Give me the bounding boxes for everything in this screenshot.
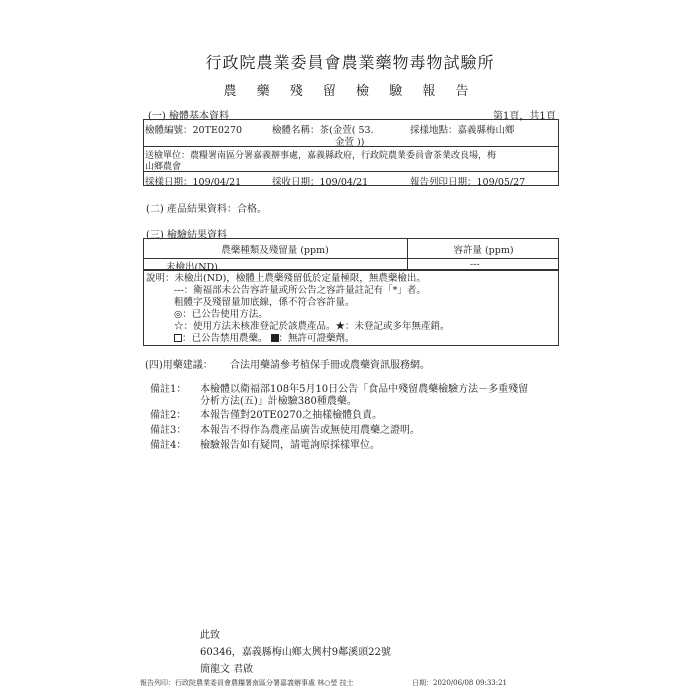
col-header-pesticide: 農藥種類及殘留量 (ppm): [221, 245, 329, 256]
result-cell: 未檢出(ND): [166, 262, 218, 273]
sender-cont: 山鄉農會: [145, 162, 182, 172]
sample-no-value: 20TE0270: [192, 125, 243, 136]
legend-unlicensed-text: ：無許可證藥劑。: [278, 333, 355, 344]
divider: [143, 171, 559, 172]
sample-no-label: 檢體編號：: [145, 125, 193, 136]
product-result: 合格。: [236, 204, 267, 215]
empty-square-icon: [174, 334, 182, 342]
remark-text: 本檢體以衛福部108年5月10日公告「食品中殘留農藥檢驗方法－多重殘留: [200, 384, 529, 395]
sampling-site-row: [410, 122, 515, 136]
sender-label: 送檢單位：: [145, 151, 191, 161]
section4-title: (四)用藥建議：: [145, 360, 213, 371]
sampling-site-label: 採樣地點：: [410, 125, 458, 136]
filled-square-icon: [271, 334, 279, 342]
col-header-tolerance: 容許量 (ppm): [453, 245, 514, 256]
receive-date-row: [272, 174, 368, 188]
page-info: 第1頁，共1頁: [493, 111, 556, 122]
recipient-address: 60346，嘉義縣梅山鄉太興村9鄰溪頭22號: [200, 647, 391, 658]
remark-text: 本報告僅對20TE0270之抽樣檢體負責。: [200, 410, 383, 421]
report-date-value: 109/05/27: [476, 177, 526, 188]
agency-title: 行政院農業委員會農業藥物毒物試驗所: [205, 53, 495, 72]
section2-title: (二) 產品結果資料：: [146, 204, 237, 215]
print-date: 日期：2020/06/08 09:33:21: [412, 679, 508, 687]
medication-advice: 合法用藥請參考植保手冊或農藥資訊服務網。: [230, 360, 430, 371]
section1-title: (一) 檢體基本資料: [148, 111, 229, 122]
remark-label: 備註4：: [150, 440, 187, 451]
tolerance-cell: ---: [470, 259, 480, 270]
legend-line-announced: ◎：已公告使用方法。: [174, 309, 268, 320]
sample-no-row: [145, 122, 242, 136]
legend-banned-text: ：已公告禁用農藥。: [182, 333, 268, 344]
sample-name-cont: 金萱 )): [335, 137, 365, 148]
receive-date-value: 109/04/21: [319, 177, 369, 188]
remark-label: 備註3：: [150, 425, 187, 436]
remark-text-cont: 分析方法(五)」計檢驗380種農藥。: [200, 396, 357, 407]
sampling-date-value: 109/04/21: [192, 177, 242, 188]
sender-value: 農糧署南區分署嘉義辦事處，嘉義縣政府，行政院農業委員會茶業改良場，梅: [190, 151, 497, 161]
legend-line-banned: [174, 332, 355, 345]
sample-name-value: 茶(金萱( 53.: [319, 125, 374, 136]
sampling-date-label: 採樣日期：: [145, 177, 193, 188]
sampling-date-row: [145, 174, 241, 188]
remark-text: 檢驗報告如有疑問，請電詢原採樣單位。: [200, 440, 380, 451]
legend-line-nd: 說明：未檢出(ND)，檢體上農藥殘留低於定量極限，無農藥檢出。: [146, 273, 426, 284]
sample-name-label: 檢體名稱：: [272, 125, 320, 136]
salutation: 此致: [200, 630, 220, 641]
receive-date-label: 採收日期：: [272, 177, 320, 188]
print-info: 報告列印：行政院農業委員會農糧署南區分署嘉義辦事處 林○瑩 技士: [140, 679, 354, 687]
report-date-label: 報告列印日期：: [410, 177, 477, 188]
legend-line-dash: ---：衛福部未公告容許量或所公告之容許量註記有「*」者。: [174, 285, 426, 296]
section3-title: (三) 檢驗結果資料: [146, 230, 227, 241]
remark-label: 備註1：: [150, 384, 187, 395]
remark-text: 本報告不得作為農產品廣告或無使用農藥之證明。: [200, 425, 420, 436]
sampling-site-value: 嘉義縣梅山鄉: [457, 125, 515, 136]
sender-row: [145, 148, 496, 161]
legend-solid-star: ★：未登記或多年無產銷。: [335, 321, 450, 332]
report-title: 農 藥 殘 留 檢 驗 報 告: [223, 84, 477, 99]
legend-hollow-star: ☆：使用方法未核准登記於該農產品。: [174, 321, 336, 332]
legend-line-bold: 粗體字及殘留量加底線，係不符合容許量。: [174, 297, 355, 308]
remark-label: 備註2：: [150, 410, 187, 421]
section2-row: [146, 200, 267, 215]
report-date-row: [410, 174, 525, 188]
recipient-name: 簡龍文 君啟: [200, 664, 254, 675]
